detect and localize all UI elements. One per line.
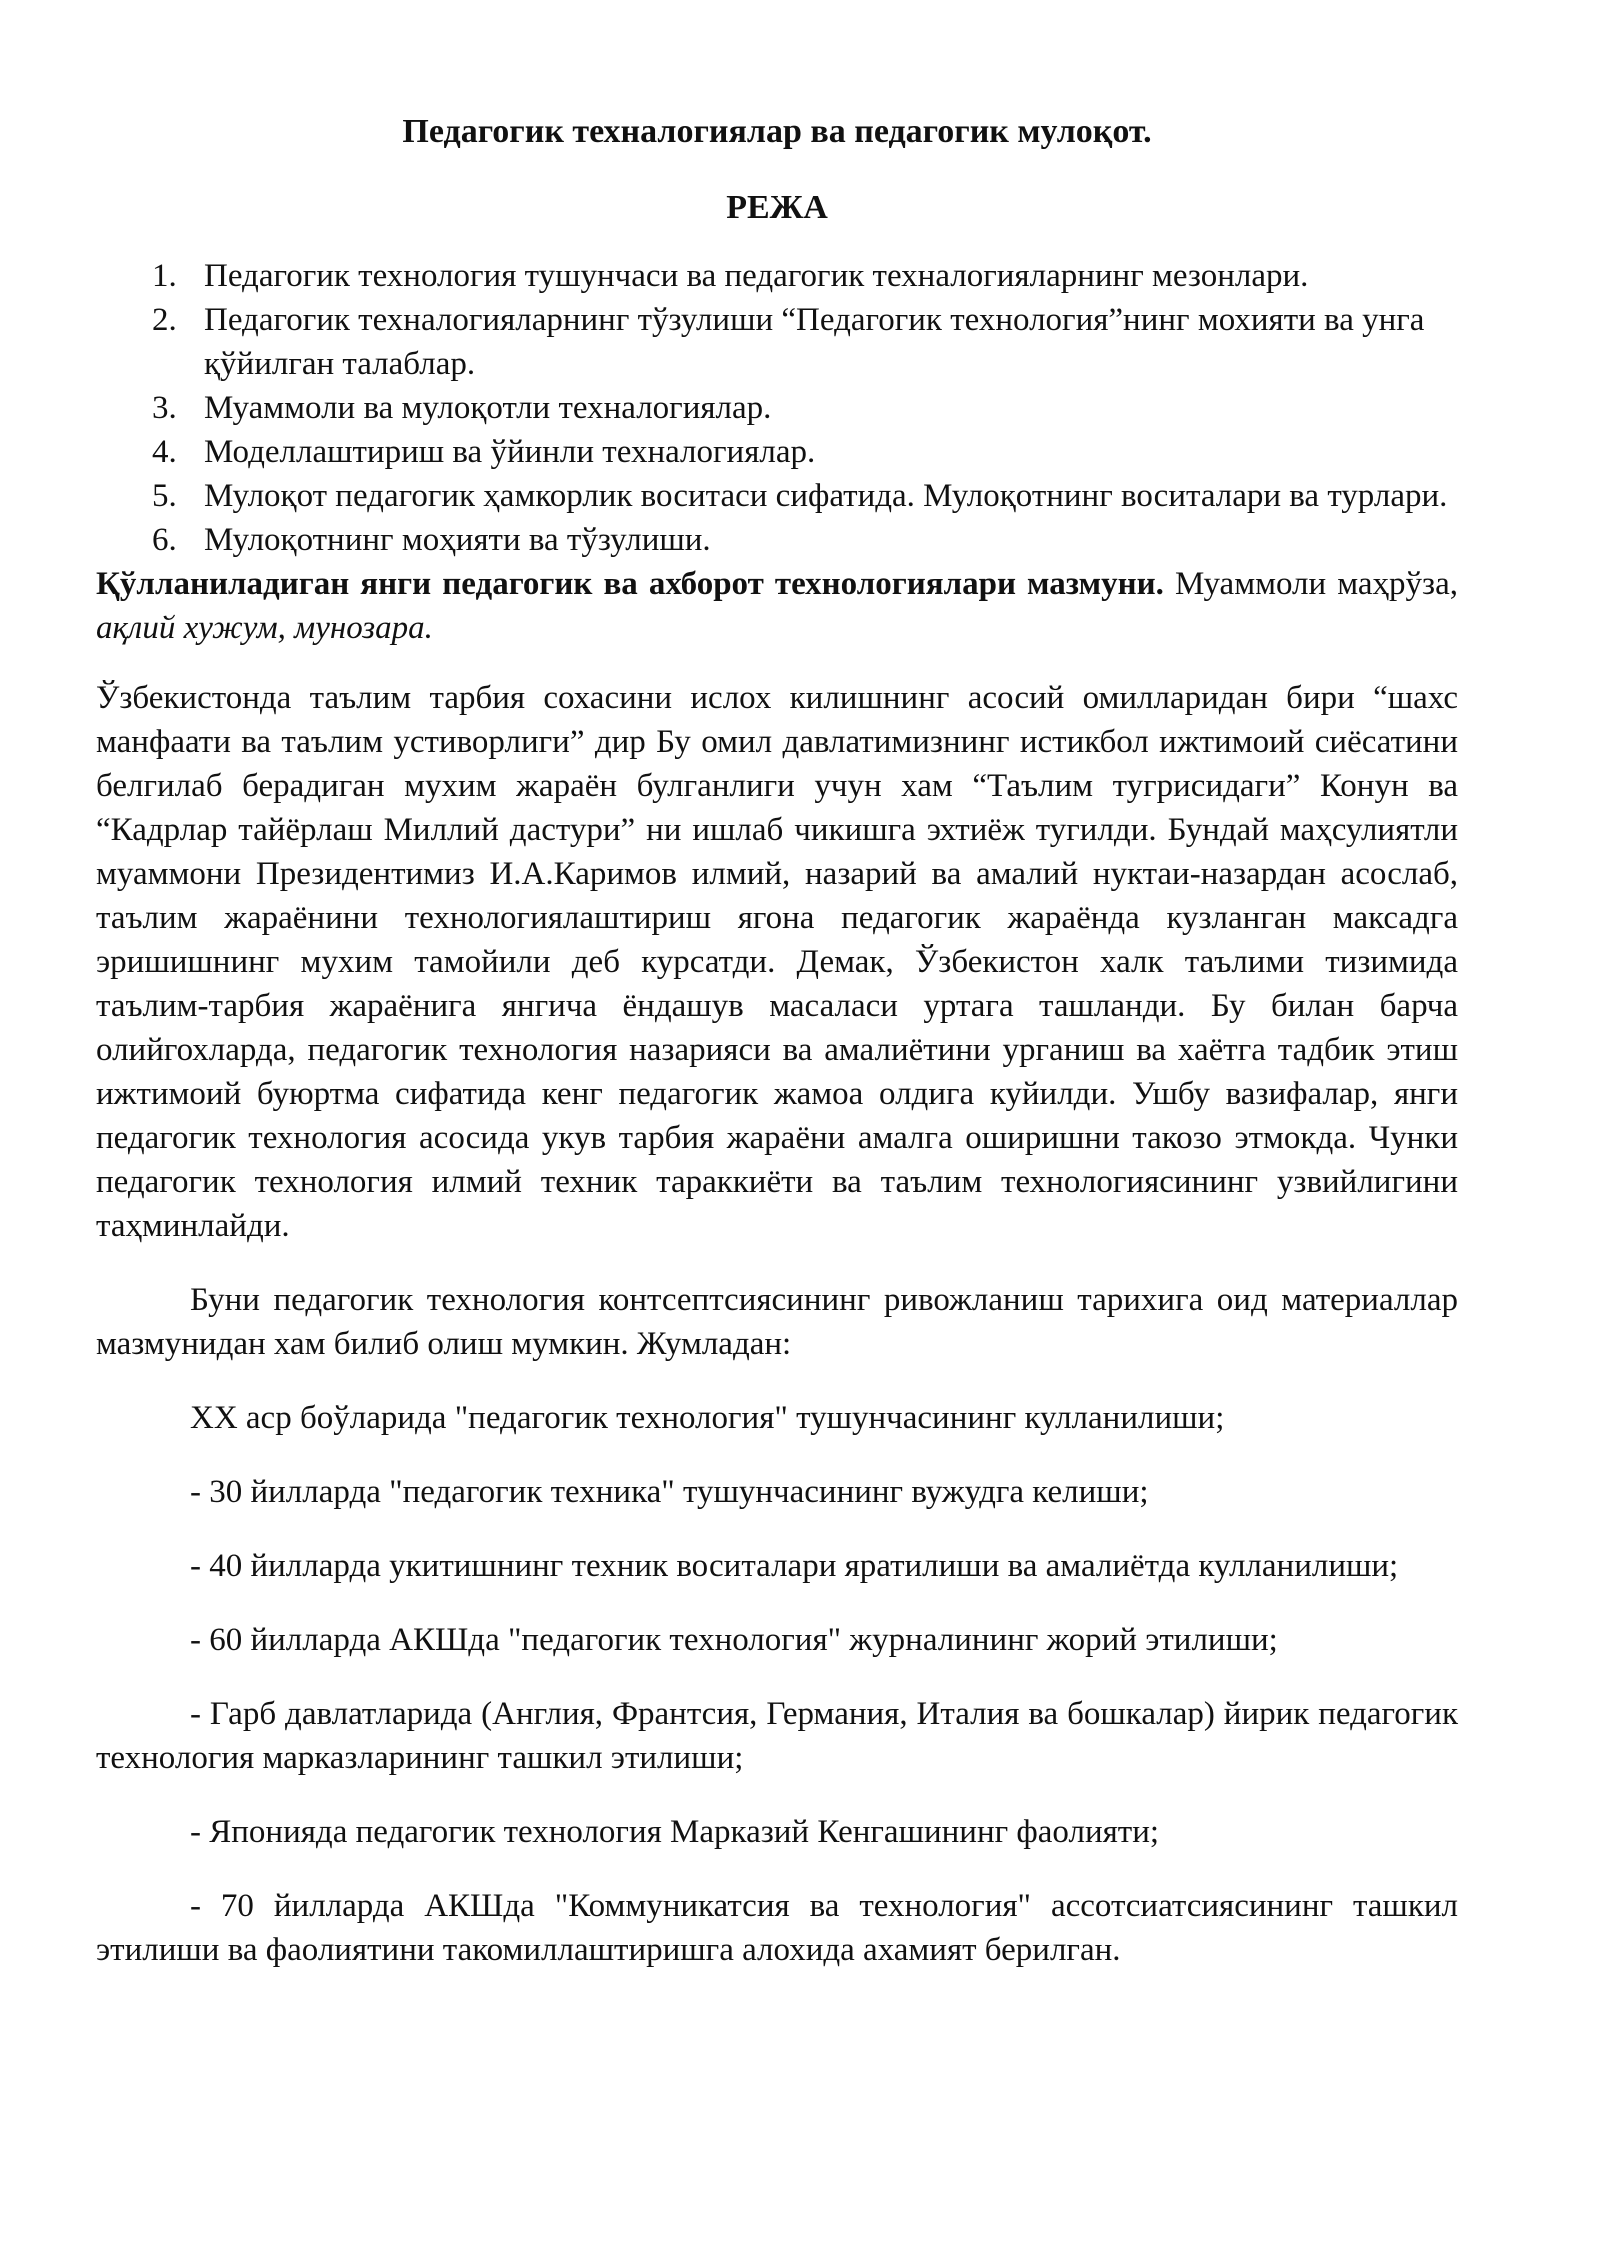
plan-item-text: Муаммоли ва мулоқотли техналогиялар. bbox=[204, 390, 772, 426]
history-item: - Японияда педагогик технология Марказий Кенгашининг фаолияти; bbox=[190, 1814, 1160, 1850]
plan-item-text: Мулоқотнинг моҳияти ва тўзулиши. bbox=[204, 522, 711, 558]
plan-item bbox=[152, 474, 1458, 518]
plan-item bbox=[152, 386, 1458, 430]
plan-item bbox=[152, 518, 1458, 562]
plan-item-number: 1. bbox=[152, 258, 177, 294]
history-item: XX аср боўларида "педагогик технология" тушунчасининг кулланилиши; bbox=[190, 1400, 1225, 1436]
history-item: - 40 йилларда укитишнинг техник воситалари яратилиши ва амалиётда кулланилиши; bbox=[190, 1548, 1399, 1584]
plan-item bbox=[152, 254, 1458, 298]
plan-item-number: 3. bbox=[152, 390, 177, 426]
plan-item-text: Моделлаштириш ва ўйинли техналогиялар. bbox=[204, 434, 816, 470]
plan-item bbox=[152, 298, 1458, 386]
plan-item bbox=[152, 430, 1458, 474]
plan-heading: РЕЖА bbox=[726, 189, 828, 226]
plan-item-number: 5. bbox=[152, 478, 177, 514]
plan-item-number: 6. bbox=[152, 522, 177, 558]
plan-item-text: Педагогик техналогияларнинг тўзулиши “Педагогик технология”нинг мохияти ва унга қўйилган талаблар. bbox=[204, 302, 1425, 382]
history-item: - 30 йилларда "педагогик техника" тушунчасининг вужудга келиши; bbox=[190, 1474, 1149, 1510]
methods-plain-text: Муаммоли маҳрўза, bbox=[1163, 566, 1458, 602]
plan-item-number: 4. bbox=[152, 434, 177, 470]
history-item: - 70 йилларда АКШда "Коммуникатсия ва технология" ассотсиатсиясининг ташкил этилиши ва фаолиятини такомиллаштиришга алохида ахамият берилган. bbox=[96, 1888, 1458, 1968]
plan-item-text: Педагогик технология тушунчаси ва педагогик техналогияларнинг мезонлари. bbox=[204, 258, 1309, 294]
history-item: - 60 йилларда АКШда "педагогик технология" журналининг жорий этилиши; bbox=[190, 1622, 1278, 1658]
intro-paragraph: Буни педагогик технология контсептсиясининг ривожланиш тарихига оид материаллар мазмунидан хам билиб олиш мумкин. Жумладан: bbox=[96, 1282, 1458, 1362]
methods-paragraph bbox=[96, 562, 1458, 650]
document-title: Педагогик техналогиялар ва педагогик мулоқот. bbox=[402, 113, 1152, 150]
document-page bbox=[96, 110, 1458, 1972]
methods-italic-text: ақлий хужум, мунозара. bbox=[96, 610, 433, 646]
history-item: - Гарб давлатларида (Англия, Франтсия, Германия, Италия ва бошкалар) йирик педагогик технология марказларининг ташкил этилиши; bbox=[96, 1696, 1458, 1776]
plan-list bbox=[96, 254, 1458, 562]
main-paragraph: Ўзбекистонда таълим тарбия сохасини ислох килишнинг асосий омилларидан бири “шахс манфаати ва таълим устиворлиги” дир Бу омил давлатимизнинг истикбол ижтимоий сиёсатини белгилаб берадиган мухим жараён булганлиги учун хам “Таълим тугрисидаги” Конун ва “Кадрлар тайёрлаш Миллий дастури” ни ишлаб чикишга эхтиёж тугилди. Бундай маҳсулиятли муаммони Президентимиз И.А.Каримов илмий, назарий ва амалий нуктаи-назардан асослаб, таълим жараёнини технологиялаштириш ягона педагогик жараёнда кузланган максадга эришишнинг мухим тамойили деб курсатди. Демак, Ўзбекистон халк таълими тизимида таълим-тарбия жараёнига янгича ёндашув масаласи уртага ташланди. Бу билан барча олийгохларда, педагогик технология назарияси ва амалиётини урганиш ва хаётга тадбик этиш ижтимоий буюртма сифатида кенг педагогик жамоа олдига куйилди. Ушбу вазифалар, янги педагогик технология асосида укув тарбия жараёни амалга оширишни такозо этмокда. Чунки педагогик технология илмий техник тараккиёти ва таълим технологиясининг узвийлигини таҳминлайди. bbox=[96, 680, 1458, 1244]
plan-item-number: 2. bbox=[152, 302, 177, 338]
methods-heading: Қўлланиладиган янги педагогик ва ахборот технологиялари мазмуни. bbox=[96, 566, 1164, 602]
plan-item-text: Мулоқот педагогик ҳамкорлик воситаси сифатида. Мулоқотнинг воситалари ва турлари. bbox=[204, 478, 1448, 514]
